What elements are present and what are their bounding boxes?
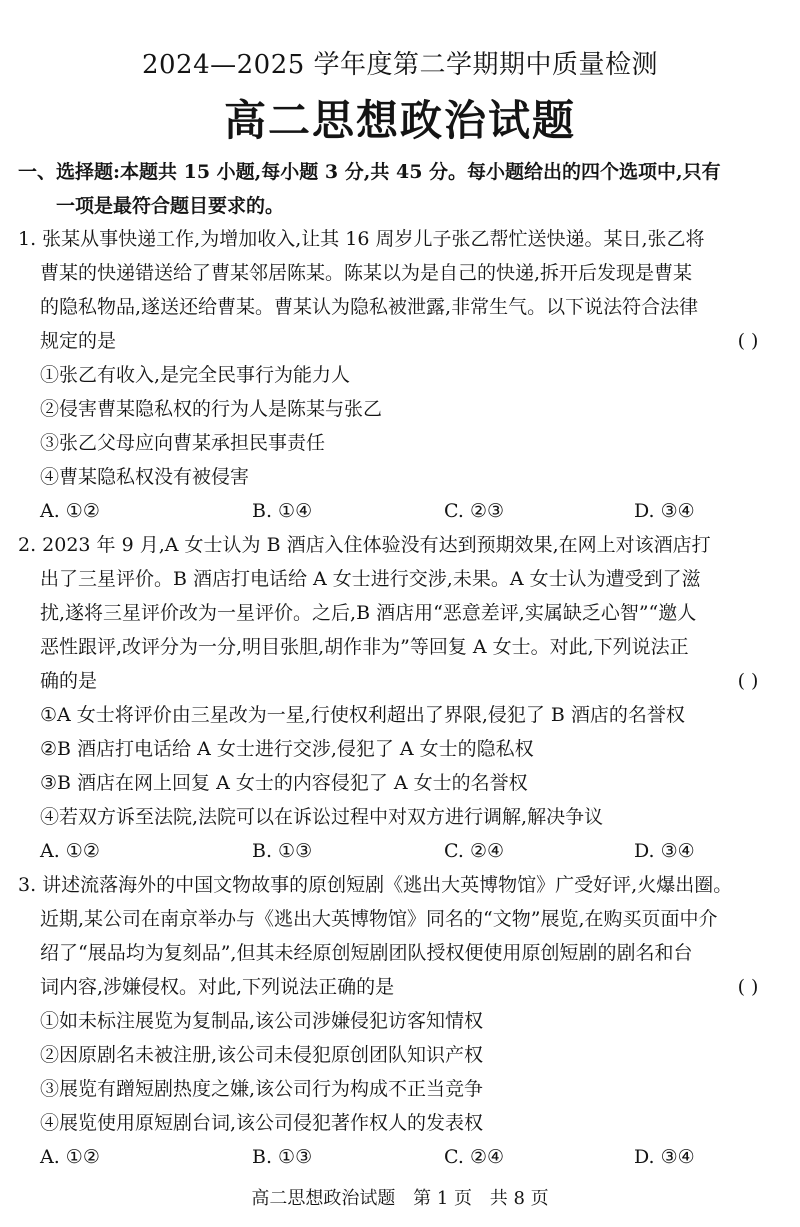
statement-item: ④若双方诉至法院,法院可以在诉讼过程中对双方进行调解,解决争议 — [40, 806, 604, 828]
choice-a[interactable]: A. ①② — [40, 840, 100, 862]
statement-item: ③展览有蹭短剧热度之嫌,该公司行为构成不正当竞争 — [40, 1078, 484, 1100]
question-stem-line: 近期,某公司在南京举办与《逃出大英博物馆》同名的“文物”展览,在购买页面中介 — [40, 908, 718, 930]
statement-item: ③张乙父母应向曹某承担民事责任 — [40, 432, 326, 454]
footer-exam-name: 高二思想政治试题 — [251, 1188, 396, 1209]
question-stem-line: 规定的是 — [40, 330, 117, 352]
choices-row — [40, 1140, 778, 1174]
question-stem-line: 绍了“展品均为复刻品”,但其未经原创短剧团队授权便使用原创短剧的剧名和台 — [40, 942, 693, 964]
choice-c[interactable]: C. ②④ — [444, 840, 505, 862]
choice-a[interactable]: A. ①② — [40, 500, 100, 522]
statement-item: ③B 酒店在网上回复 A 女士的内容侵犯了 A 女士的名誉权 — [40, 772, 528, 794]
statement-item: ②因原剧名未被注册,该公司未侵犯原创团队知识产权 — [40, 1044, 484, 1066]
choices-row — [40, 834, 778, 868]
choice-a[interactable]: A. ①② — [40, 1146, 100, 1168]
choice-c[interactable]: C. ②④ — [444, 1146, 505, 1168]
footer-page-number: 第 1 页 — [413, 1188, 472, 1209]
exam-subtitle: 2024—2025 学年度第二学期期中质量检测 — [141, 50, 659, 80]
section-instructions — [18, 155, 782, 223]
choice-d[interactable]: D. ③④ — [634, 1146, 695, 1168]
statement-item: ②B 酒店打电话给 A 女士进行交涉,侵犯了 A 女士的隐私权 — [40, 738, 534, 760]
question-3 — [18, 868, 778, 1174]
question-stem-line: 确的是 — [40, 670, 98, 692]
section-instructions-line1: 一、选择题:本题共 15 小题,每小题 3 分,共 45 分。每小题给出的四个选项中,只有 — [18, 161, 721, 183]
question-stem-line: 3. 讲述流落海外的中国文物故事的原创短剧《逃出大英博物馆》广受好评,火爆出圈。 — [18, 874, 733, 896]
exam-title: 高二思想政治试题 — [223, 96, 576, 145]
question-stem-line: 扰,遂将三星评价改为一星评价。之后,B 酒店用“恶意差评,实属缺乏心智”“邀人 — [40, 602, 697, 624]
statement-item: ④曹某隐私权没有被侵害 — [40, 466, 250, 488]
choice-b[interactable]: B. ①③ — [252, 840, 313, 862]
answer-bracket: ( ) — [737, 976, 759, 998]
choice-d[interactable]: D. ③④ — [634, 840, 695, 862]
question-stem-line: 恶性跟评,改评分为一分,明目张胆,胡作非为”等回复 A 女士。对此,下列说法正 — [40, 636, 689, 658]
question-stem-line: 出了三星评价。B 酒店打电话给 A 女士进行交涉,未果。A 女士认为遭受到了滋 — [40, 568, 701, 590]
statement-item: ④展览使用原短剧台词,该公司侵犯著作权人的发表权 — [40, 1112, 484, 1134]
statement-item: ②侵害曹某隐私权的行为人是陈某与张乙 — [40, 398, 383, 420]
question-stem-line: 1. 张某从事快递工作,为增加收入,让其 16 周岁儿子张乙帮忙送快递。某日,张乙将 — [18, 228, 705, 250]
choice-c[interactable]: C. ②③ — [444, 500, 505, 522]
question-1 — [18, 222, 778, 528]
choices-row — [40, 494, 778, 528]
question-stem-line: 2. 2023 年 9 月,A 女士认为 B 酒店入住体验没有达到预期效果,在网上对该酒店打 — [18, 534, 711, 556]
statement-item: ①A 女士将评价由三星改为一星,行使权利超出了界限,侵犯了 B 酒店的名誉权 — [40, 704, 685, 726]
statement-item: ①张乙有收入,是完全民事行为能力人 — [40, 364, 351, 386]
footer-total-pages: 共 8 页 — [489, 1188, 549, 1209]
answer-bracket: ( ) — [737, 670, 759, 692]
choice-d[interactable]: D. ③④ — [634, 500, 695, 522]
page-footer — [0, 1184, 800, 1210]
choice-b[interactable]: B. ①④ — [252, 500, 313, 522]
statement-item: ①如未标注展览为复制品,该公司涉嫌侵犯访客知情权 — [40, 1010, 484, 1032]
section-instructions-line2: 一项是最符合题目要求的。 — [56, 195, 285, 217]
question-2 — [18, 528, 778, 868]
answer-bracket: ( ) — [737, 330, 759, 352]
question-stem-line: 的隐私物品,遂送还给曹某。曹某认为隐私被泄露,非常生气。以下说法符合法律 — [40, 296, 699, 318]
question-stem-line: 曹某的快递错送给了曹某邻居陈某。陈某以为是自己的快递,拆开后发现是曹某 — [40, 262, 693, 284]
choice-b[interactable]: B. ①③ — [252, 1146, 313, 1168]
question-stem-line: 词内容,涉嫌侵权。对此,下列说法正确的是 — [40, 976, 395, 998]
